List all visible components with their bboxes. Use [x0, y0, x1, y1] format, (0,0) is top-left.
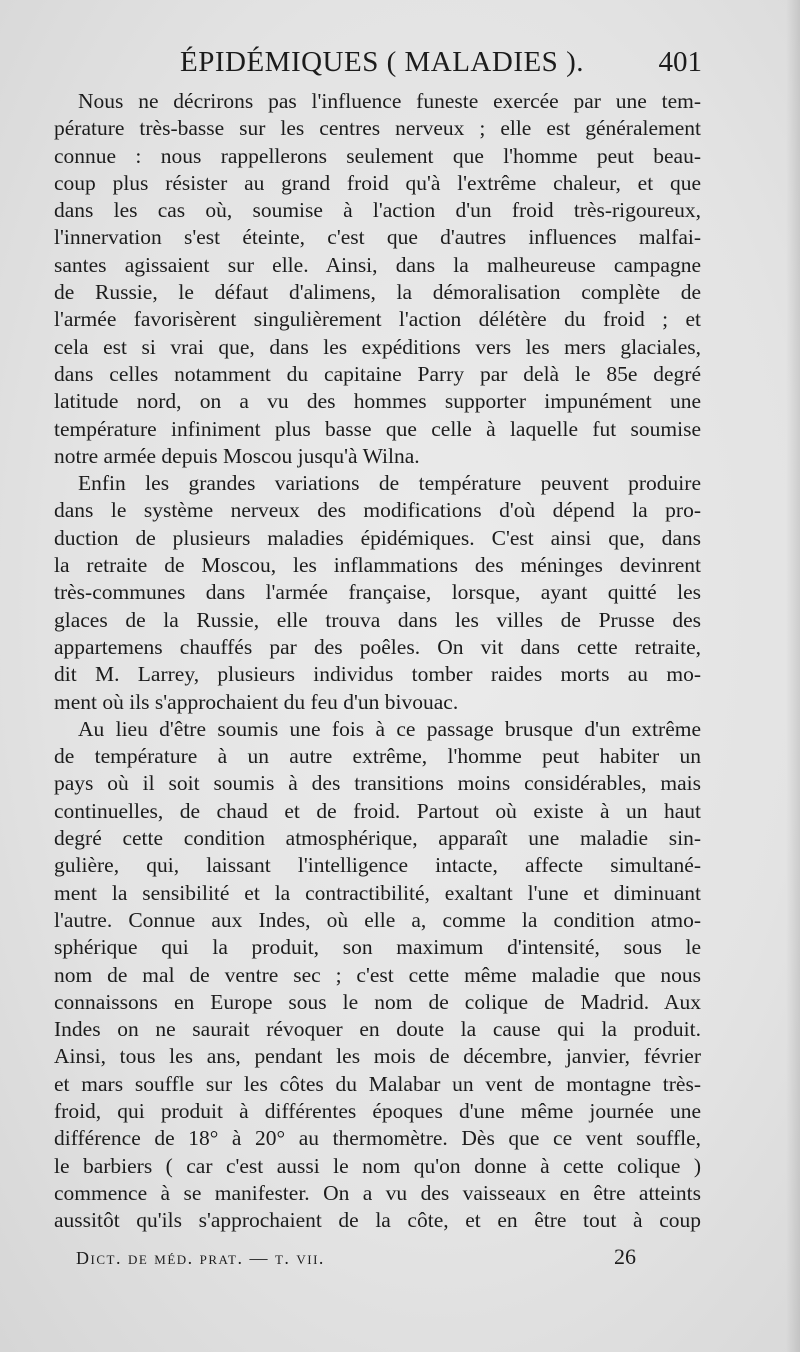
text-line: température infiniment plus basse que celle à laquelle fut soumise	[54, 416, 701, 441]
text-line: glaces de la Russie, elle trouva dans les villes de Prusse des	[54, 607, 701, 632]
text-line: et mars souffle sur les côtes du Malabar un vent de montagne très-	[54, 1071, 701, 1096]
body-text	[54, 88, 701, 1234]
text-line: nom de mal de ventre sec ; c'est cette même maladie que nous	[54, 962, 701, 987]
text-line: latitude nord, on a vu des hommes supporter impunément une	[54, 389, 701, 414]
text-line: sphérique qui la produit, son maximum d'intensité, sous le	[54, 935, 701, 960]
sheet-number: 26	[614, 1244, 636, 1269]
page-footer	[76, 1244, 646, 1278]
text-line: duction de plusieurs maladies épidémiques. C'est ainsi que, dans	[54, 525, 701, 550]
signature-mark: Dict. de méd. prat. — t. vii.	[76, 1248, 325, 1268]
text-line: appartemens chauffés par des poêles. On vit dans cette retraite,	[54, 634, 701, 659]
text-line: Indes on ne saurait révoquer en doute la cause qui la produit.	[54, 1017, 701, 1042]
text-line: santes agissaient sur elle. Ainsi, dans la malheureuse campagne	[54, 252, 701, 277]
text-line: dit M. Larrey, plusieurs individus tomber raides morts au mo-	[54, 662, 701, 687]
text-line: degré cette condition atmosphérique, apparaît une maladie sin-	[54, 826, 701, 851]
text-line: de Russie, le défaut d'alimens, la démoralisation complète de	[54, 280, 701, 305]
text-line: pérature très-basse sur les centres nerveux ; elle est généralement	[54, 116, 701, 141]
text-line: l'autre. Connue aux Indes, où elle a, comme la condition atmo-	[54, 907, 701, 932]
running-title: ÉPIDÉMIQUES ( MALADIES ).	[180, 46, 584, 78]
text-line: commence à se manifester. On a vu des vaisseaux en être atteints	[54, 1180, 701, 1205]
text-line: continuelles, de chaud et de froid. Partout où existe à un haut	[54, 798, 701, 823]
text-line: notre armée depuis Moscou jusqu'à Wilna.	[54, 443, 420, 468]
text-line: la retraite de Moscou, les inflammations des méninges devinrent	[54, 553, 701, 578]
text-line: froid, qui produit à différentes époques d'une même journée une	[54, 1098, 701, 1123]
page-edge-shadow	[786, 0, 800, 1352]
text-line: très-communes dans l'armée française, lorsque, ayant quitté les	[54, 580, 701, 605]
text-line: dans celles notamment du capitaine Parry par delà le 85e degré	[54, 361, 701, 386]
text-line: dans les cas où, soumise à l'action d'un froid très-rigoureux,	[54, 198, 701, 223]
text-line: différence de 18° à 20° au thermomètre. Dès que ce vent souffle,	[54, 1126, 701, 1151]
text-line: ment la sensibilité et la contractibilité, exaltant l'une et diminuant	[54, 880, 701, 905]
text-line: Enfin les grandes variations de température peuvent produire	[78, 471, 701, 496]
text-line: l'armée favorisèrent singulièrement l'action délétère du froid ; et	[54, 307, 701, 332]
text-line: coup plus résister au grand froid qu'à l'extrême chaleur, et que	[54, 170, 701, 195]
text-line: Nous ne décrirons pas l'influence funeste exercée par une tem-	[78, 89, 701, 113]
text-line: aussitôt qu'ils s'approchaient de la côte, et en être tout à coup	[54, 1208, 701, 1233]
text-line: connaissons en Europe sous le nom de colique de Madrid. Aux	[54, 989, 701, 1014]
text-line: Ainsi, tous les ans, pendant les mois de décembre, janvier, février	[54, 1044, 701, 1069]
text-line: gulière, qui, laissant l'intelligence intacte, affecte simultané-	[54, 853, 701, 878]
text-line: Au lieu d'être soumis une fois à ce passage brusque d'un extrême	[78, 716, 701, 741]
text-line: dans le système nerveux des modifications d'où dépend la pro-	[54, 498, 701, 523]
text-line: de température à un autre extrême, l'homme peut habiter un	[54, 744, 701, 769]
page-number: 401	[658, 46, 702, 78]
text-line: connue : nous rappellerons seulement que l'homme peut beau-	[54, 143, 701, 168]
text-line: l'innervation s'est éteinte, c'est que d'autres influences malfai-	[54, 225, 701, 250]
text-line: pays où il soit soumis à des transitions moins considérables, mais	[54, 771, 701, 796]
text-line: le barbiers ( car c'est aussi le nom qu'on donne à cette colique )	[54, 1153, 701, 1178]
page-header	[52, 46, 702, 86]
text-line: cela est si vrai que, dans les expéditions vers les mers glaciales,	[54, 334, 701, 359]
text-line: ment où ils s'approchaient du feu d'un bivouac.	[54, 689, 459, 714]
